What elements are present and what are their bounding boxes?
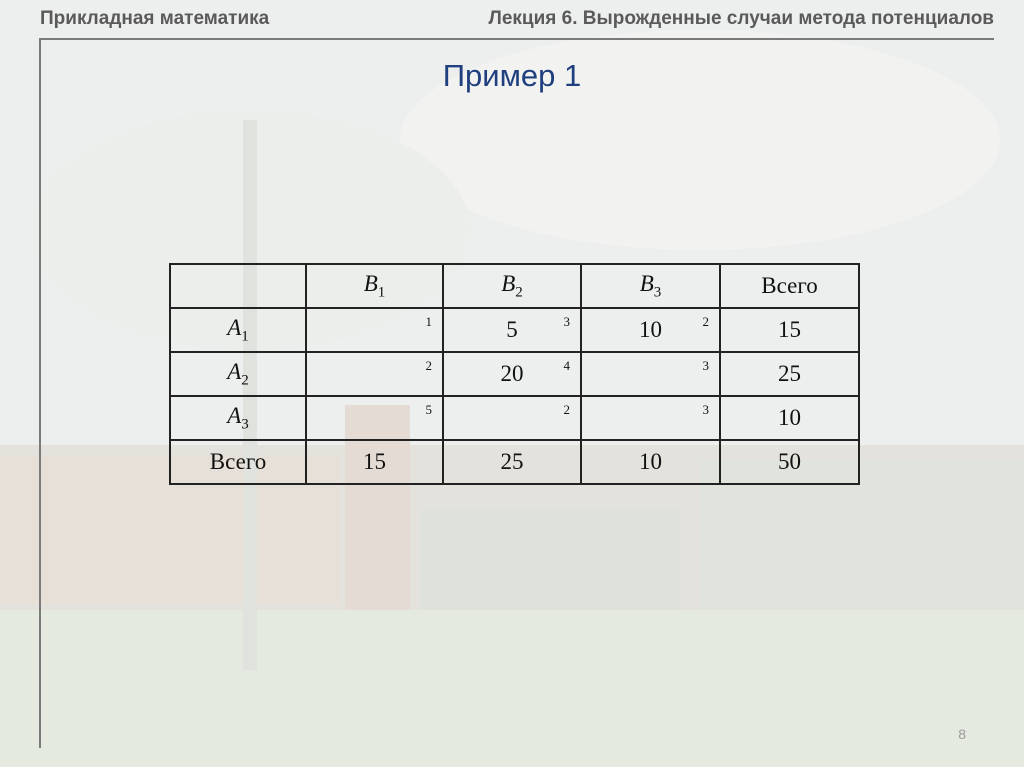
cost-value: 3 [702,358,709,373]
cost-value: 5 [425,402,432,417]
lecture-title: Лекция 6. Вырожденные случаи метода потенциалов [488,8,994,29]
row-total: 10 [720,396,859,440]
cell [581,396,720,440]
cost-value: 3 [563,314,570,329]
cost-value: 4 [563,358,570,373]
column-total: 25 [443,440,581,484]
cell [306,308,443,352]
row-header-a2: $A_2$ [170,352,306,396]
column-header-b2: $B_2$ [443,264,581,308]
cost-value: 2 [702,314,709,329]
cell [443,352,581,396]
column-header-b1: $B_1$ [306,264,443,308]
totals-label: Всего [170,440,306,484]
row-total: 25 [720,352,859,396]
column-header-total: Всего [720,264,859,308]
column-total: 10 [581,440,720,484]
shipment-value: 5 [506,317,518,342]
left-rule [39,38,41,748]
corner-cell [170,264,306,308]
cell [306,352,443,396]
cell [581,308,720,352]
totals-row [170,440,859,484]
table-row [170,352,859,396]
cost-value: 3 [702,402,709,417]
shipment-value: 20 [500,361,524,386]
cost-value: 2 [425,358,432,373]
table-header-row [170,264,859,308]
cell [581,352,720,396]
cell [306,396,443,440]
column-total: 15 [306,440,443,484]
page-number: 8 [958,726,966,742]
column-header-b3: $B_3$ [581,264,720,308]
shipment-value: 10 [639,317,662,342]
header-rule [39,38,994,40]
row-total: 15 [720,308,859,352]
grand-total: 50 [720,440,859,484]
course-title: Прикладная математика [40,8,270,29]
table-row [170,308,859,352]
cell [443,308,581,352]
slide-title: Пример 1 [442,58,582,93]
transport-table [169,263,860,485]
cost-value: 1 [425,314,432,329]
row-header-a3: $A_3$ [170,396,306,440]
row-header-a1: $A_1$ [170,308,306,352]
cell [443,396,581,440]
cost-value: 2 [563,402,570,417]
table-row [170,396,859,440]
